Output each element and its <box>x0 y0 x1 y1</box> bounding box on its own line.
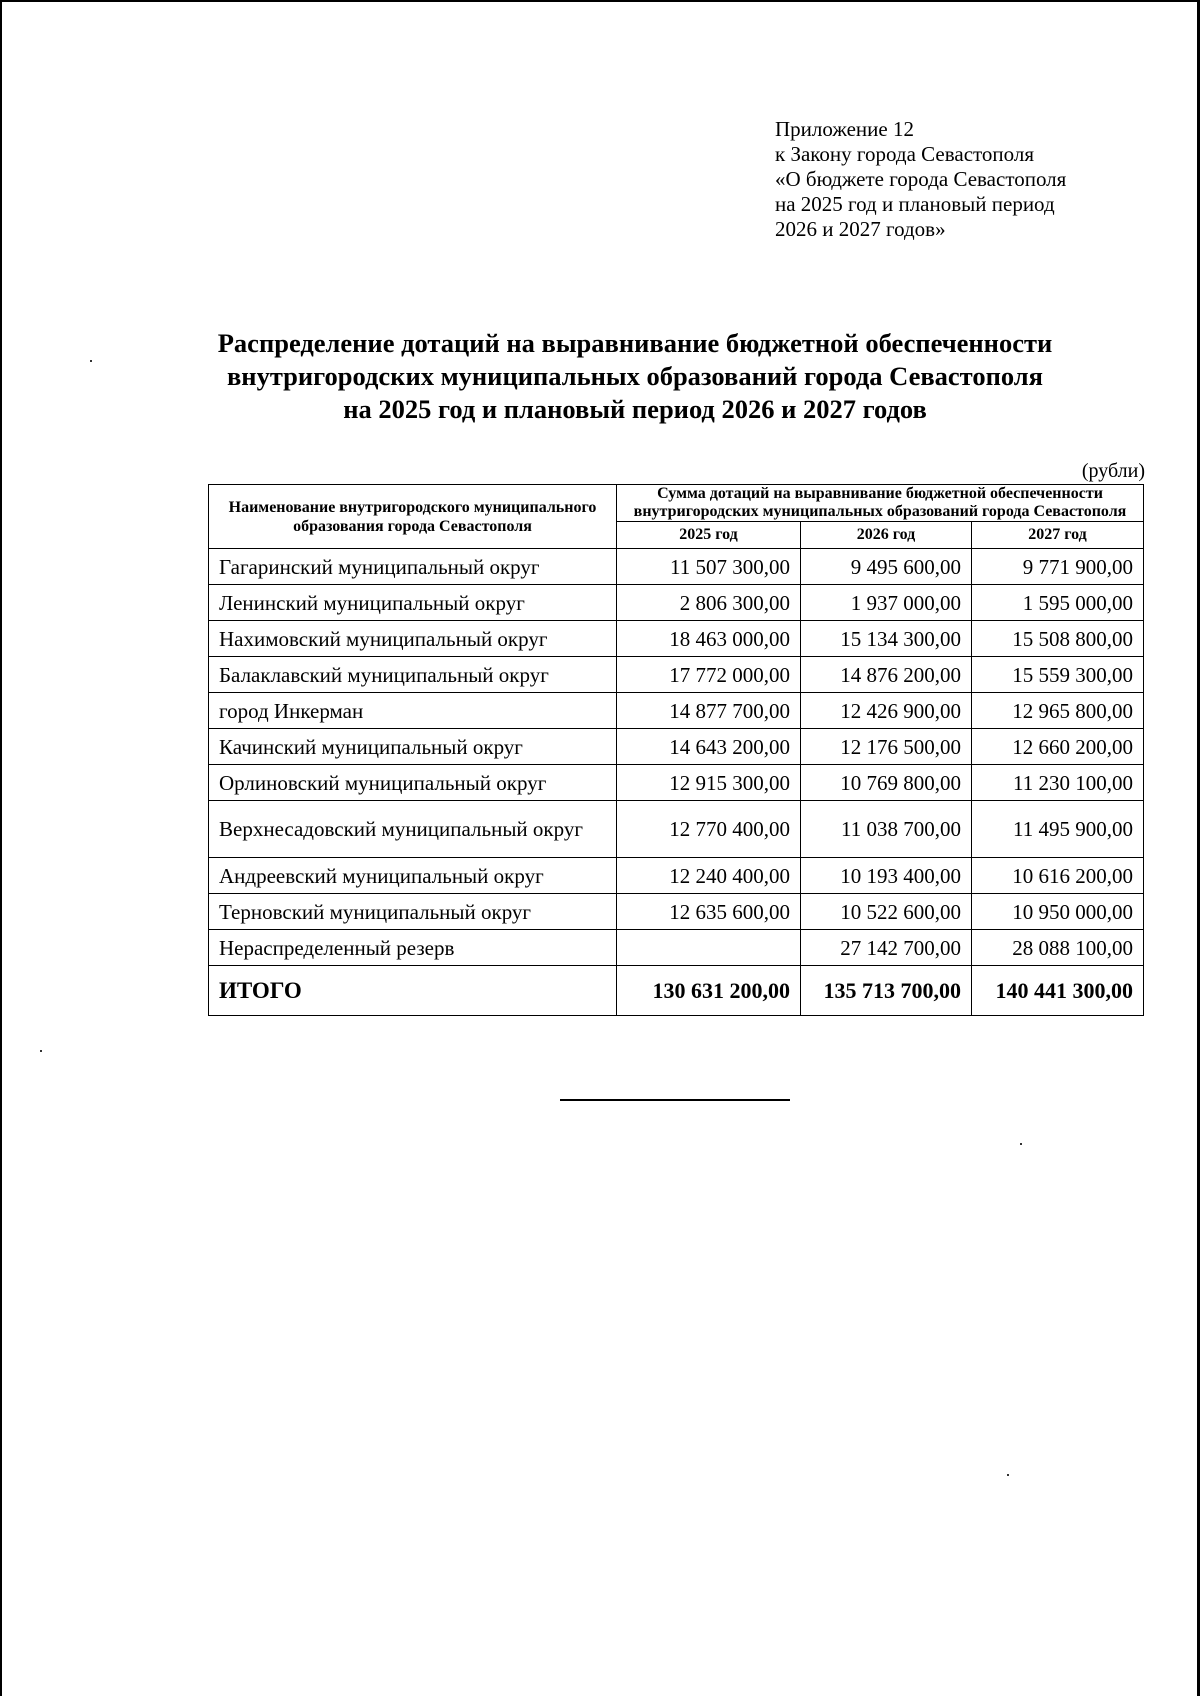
title-line: внутригородских муниципальных образований города Севастополя <box>227 361 1043 391</box>
amount-2025: 12 635 600,00 <box>617 894 801 930</box>
amount-2025: 14 643 200,00 <box>617 729 801 765</box>
annex-line: на 2025 год и плановый период <box>775 192 1055 216</box>
amount-2026: 12 176 500,00 <box>801 729 972 765</box>
table-row <box>209 930 1144 966</box>
annex-line: к Закону города Севастополя <box>775 142 1035 166</box>
amount-2025: 11 507 300,00 <box>617 549 801 585</box>
table-row <box>209 657 1144 693</box>
table-row <box>209 894 1144 930</box>
table-row <box>209 621 1144 657</box>
annex-line: 2026 и 2027 годов» <box>775 217 946 241</box>
municipality-name: Качинский муниципальный округ <box>209 729 617 765</box>
table-row <box>209 693 1144 729</box>
municipality-name: Нахимовский муниципальный округ <box>209 621 617 657</box>
amount-2026: 10 522 600,00 <box>801 894 972 930</box>
table-row <box>209 858 1144 894</box>
amount-2026: 10 193 400,00 <box>801 858 972 894</box>
amount-2027: 11 495 900,00 <box>972 801 1144 858</box>
amount-2027: 11 230 100,00 <box>972 765 1144 801</box>
amount-2026: 15 134 300,00 <box>801 621 972 657</box>
header-year-2027: 2027 год <box>972 522 1144 549</box>
municipality-name: Верхнесадовский муниципальный округ <box>209 801 617 858</box>
municipality-name: Андреевский муниципальный округ <box>209 858 617 894</box>
total-2026: 135 713 700,00 <box>801 966 972 1016</box>
scan-border-top <box>0 0 1200 2</box>
amount-2026: 27 142 700,00 <box>801 930 972 966</box>
amount-2027: 1 595 000,00 <box>972 585 1144 621</box>
amount-2027: 15 559 300,00 <box>972 657 1144 693</box>
unit-label: (рубли) <box>1081 460 1145 482</box>
annex-line: «О бюджете города Севастополя <box>775 167 1067 191</box>
scan-speck <box>1020 1143 1022 1145</box>
amount-2026: 14 876 200,00 <box>801 657 972 693</box>
municipality-name: Балаклавский муниципальный округ <box>209 657 617 693</box>
amount-2025: 12 915 300,00 <box>617 765 801 801</box>
table-row <box>209 549 1144 585</box>
amount-2026: 9 495 600,00 <box>801 549 972 585</box>
amount-2027: 12 660 200,00 <box>972 729 1144 765</box>
amount-2027: 15 508 800,00 <box>972 621 1144 657</box>
table-row <box>209 765 1144 801</box>
amount-2027: 12 965 800,00 <box>972 693 1144 729</box>
end-rule <box>560 1099 790 1101</box>
scan-speck <box>40 1050 42 1052</box>
amount-2026: 1 937 000,00 <box>801 585 972 621</box>
municipality-name: Терновский муниципальный округ <box>209 894 617 930</box>
total-row <box>209 966 1144 1016</box>
amount-2026: 10 769 800,00 <box>801 765 972 801</box>
municipality-name: Нераспределенный резерв <box>209 930 617 966</box>
header-year-2026: 2026 год <box>801 522 972 549</box>
amount-2025: 18 463 000,00 <box>617 621 801 657</box>
amount-2027: 28 088 100,00 <box>972 930 1144 966</box>
annex-reference <box>775 117 1155 242</box>
table-row <box>209 585 1144 621</box>
amount-2027: 10 950 000,00 <box>972 894 1144 930</box>
title-line: на 2025 год и плановый период 2026 и 2027 годов <box>343 394 927 424</box>
amount-2025 <box>617 930 801 966</box>
document-title <box>200 327 1070 426</box>
table-row <box>209 729 1144 765</box>
amount-2025: 12 770 400,00 <box>617 801 801 858</box>
amount-2026: 11 038 700,00 <box>801 801 972 858</box>
total-label: ИТОГО <box>209 966 617 1016</box>
scan-border-left <box>0 0 2 1696</box>
header-year-2025: 2025 год <box>617 522 801 549</box>
scan-speck <box>1007 1474 1009 1476</box>
header-municipality: Наименование внутригородского муниципального образования города Севастополя <box>209 485 617 549</box>
amount-2026: 12 426 900,00 <box>801 693 972 729</box>
title-line: Распределение дотаций на выравнивание бюджетной обеспеченности <box>217 328 1053 358</box>
header-subsidy-sum: Сумма дотаций на выравнивание бюджетной обеспеченности внутригородских муниципальных образований города Севастополя <box>617 485 1144 522</box>
amount-2027: 10 616 200,00 <box>972 858 1144 894</box>
amount-2025: 17 772 000,00 <box>617 657 801 693</box>
distribution-table <box>208 484 1144 1016</box>
total-2027: 140 441 300,00 <box>972 966 1144 1016</box>
amount-2025: 12 240 400,00 <box>617 858 801 894</box>
table-row <box>209 801 1144 858</box>
municipality-name: Гагаринский муниципальный округ <box>209 549 617 585</box>
municipality-name: Ленинский муниципальный округ <box>209 585 617 621</box>
amount-2025: 14 877 700,00 <box>617 693 801 729</box>
annex-line: Приложение 12 <box>775 117 914 141</box>
municipality-name: город Инкерман <box>209 693 617 729</box>
municipality-name: Орлиновский муниципальный округ <box>209 765 617 801</box>
amount-2025: 2 806 300,00 <box>617 585 801 621</box>
amount-2027: 9 771 900,00 <box>972 549 1144 585</box>
total-2025: 130 631 200,00 <box>617 966 801 1016</box>
scan-speck <box>90 360 92 362</box>
